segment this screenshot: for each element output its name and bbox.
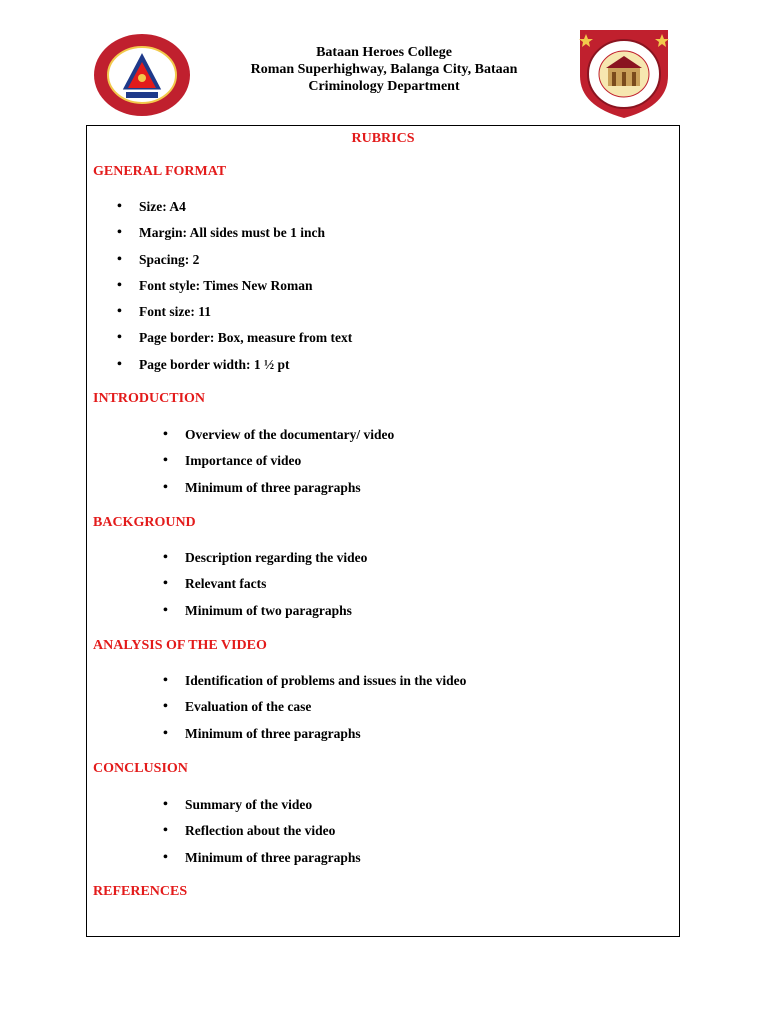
bullet-icon: • xyxy=(163,602,168,618)
bullet-icon: • xyxy=(163,849,168,865)
list-item: • Page border: Box, measure from text xyxy=(117,330,353,346)
list-item: • Minimum of three paragraphs xyxy=(163,479,361,495)
bullet-icon: • xyxy=(117,330,122,346)
list-item: • Font style: Times New Roman xyxy=(117,277,313,293)
bullet-icon: • xyxy=(117,199,122,214)
list-item: • Font size: 11 xyxy=(117,304,211,320)
list-item: • Identification of problems and issues in the video xyxy=(163,673,467,688)
bullet-icon: • xyxy=(163,673,168,688)
list-item: • Minimum of three paragraphs xyxy=(163,725,361,741)
college-name: Bataan Heroes College xyxy=(316,45,452,60)
bullet-icon: • xyxy=(117,251,122,267)
background-list xyxy=(163,550,368,629)
bataan-heroes-college-seal-icon xyxy=(92,32,192,118)
header-text xyxy=(200,44,568,95)
rubrics-page-border xyxy=(86,125,680,937)
list-item: • Size: A4 xyxy=(117,199,186,214)
section-heading-introduction: INTRODUCTION xyxy=(93,391,206,406)
bullet-icon: • xyxy=(117,225,122,241)
conclusion-list xyxy=(163,797,361,876)
introduction-list xyxy=(163,427,395,506)
college-address: Roman Superhighway, Balanga City, Bataan xyxy=(250,62,518,77)
section-heading-conclusion: CONCLUSION xyxy=(93,761,188,776)
bullet-icon: • xyxy=(163,797,168,812)
list-item: • Evaluation of the case xyxy=(163,699,312,715)
bullet-icon: • xyxy=(117,304,122,320)
bullet-icon: • xyxy=(163,823,168,839)
bullet-icon: • xyxy=(117,356,122,372)
bullet-icon: • xyxy=(163,453,168,469)
criminology-seal-icon xyxy=(572,24,676,120)
bullet-icon: • xyxy=(117,277,122,293)
bullet-icon: • xyxy=(163,550,168,565)
bullet-icon: • xyxy=(163,725,168,741)
list-item: • Importance of video xyxy=(163,453,302,469)
list-item: • Summary of the video xyxy=(163,797,313,812)
section-heading-references: REFERENCES xyxy=(93,884,188,899)
list-item: • Overview of the documentary/ video xyxy=(163,427,395,442)
document-header xyxy=(0,0,768,125)
section-heading-background: BACKGROUND xyxy=(93,515,196,530)
list-item: • Minimum of three paragraphs xyxy=(163,849,361,865)
bullet-icon: • xyxy=(163,427,168,442)
list-item: • Reflection about the video xyxy=(163,823,336,839)
general-format-list xyxy=(117,199,353,383)
section-heading-general-format: GENERAL FORMAT xyxy=(93,164,227,179)
bullet-icon: • xyxy=(163,479,168,495)
list-item: • Spacing: 2 xyxy=(117,251,200,267)
department-name: Criminology Department xyxy=(308,79,460,94)
list-item: • Margin: All sides must be 1 inch xyxy=(117,225,326,241)
analysis-list xyxy=(163,673,467,752)
section-heading-analysis-of-the-video: ANALYSIS OF THE VIDEO xyxy=(93,638,267,653)
list-item: • Relevant facts xyxy=(163,576,267,592)
list-item: • Description regarding the video xyxy=(163,550,368,565)
bullet-icon: • xyxy=(163,576,168,592)
list-item: • Minimum of two paragraphs xyxy=(163,602,352,618)
rubrics-title: RUBRICS xyxy=(351,131,415,146)
bullet-icon: • xyxy=(163,699,168,715)
list-item: • Page border width: 1 ½ pt xyxy=(117,356,290,372)
